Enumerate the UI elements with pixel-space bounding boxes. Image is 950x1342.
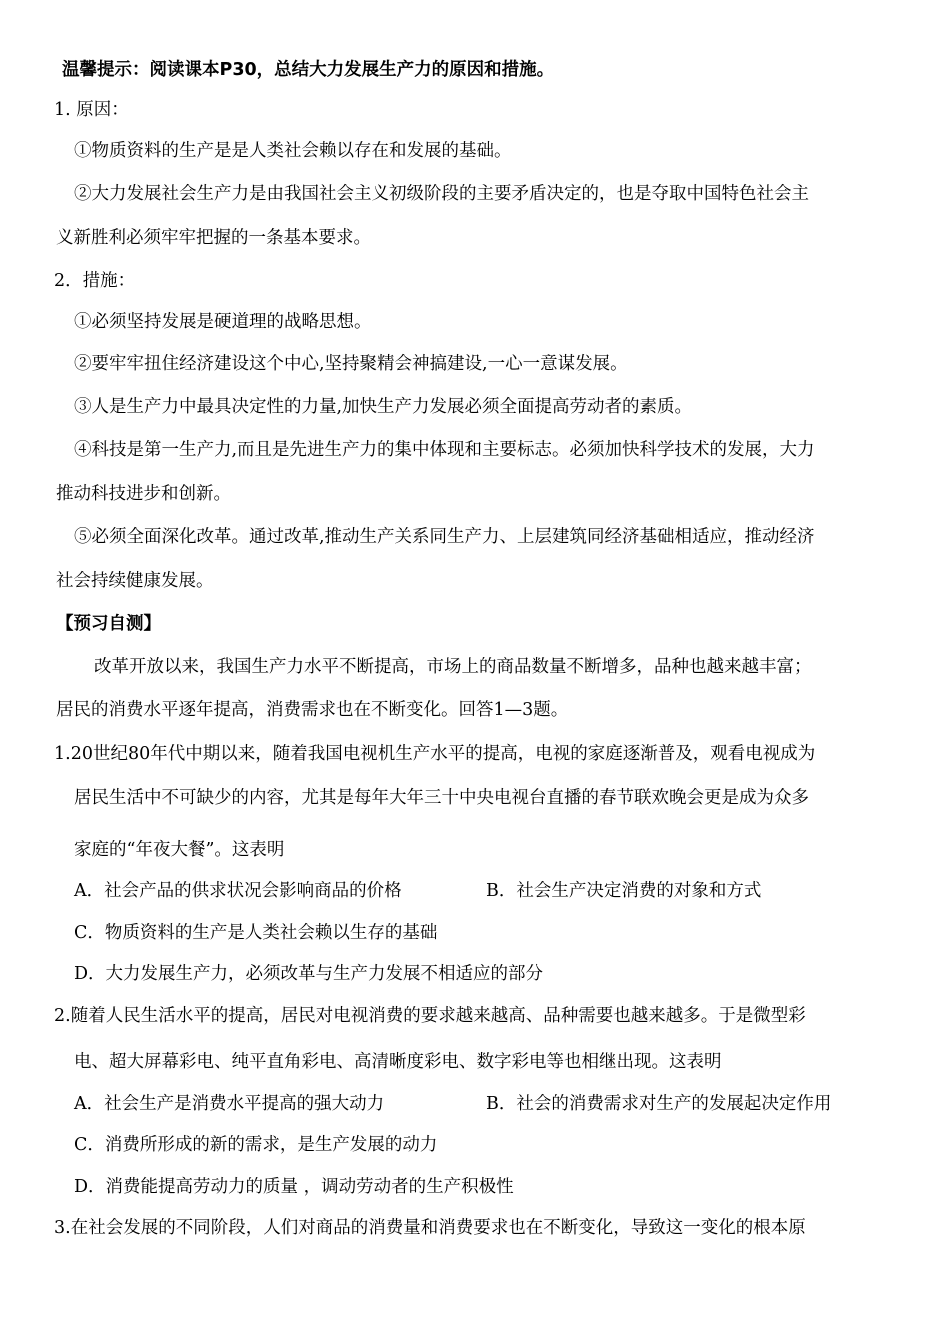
q2-option-b: B．社会的消费需求对生产的发展起决定作用 [486, 1094, 832, 1114]
q2-option-a: A．社会生产是消费水平提高的强大动力 [74, 1094, 385, 1114]
q1-option-d: D．大力发展生产力，必须改革与生产力发展不相适应的部分 [74, 964, 544, 984]
q2-option-d: D．消费能提高劳动力的质量 ，调动劳动者的生产积极性 [74, 1177, 514, 1197]
reason-item: ①物质资料的生产是是人类社会赖以存在和发展的基础。 [74, 141, 512, 161]
measure-item-continued: 推动科技进步和创新。 [56, 484, 231, 504]
measures-heading: 2．措施： [54, 271, 136, 291]
reason-item-continued: 义新胜利必须牢牢把握的一条基本要求。 [56, 228, 371, 248]
measure-item: ①必须坚持发展是硬道理的战略思想。 [74, 312, 372, 332]
intro-line: 居民的消费水平逐年提高，消费需求也在不断变化。回答1—3题。 [56, 700, 569, 720]
measure-item-continued: 社会持续健康发展。 [56, 571, 214, 591]
q2-stem-line: 电、超大屏幕彩电、纯平直角彩电、高清晰度彩电、数字彩电等也相继出现。这表明 [74, 1052, 722, 1072]
self-test-heading: 【预习自测】 [56, 614, 161, 634]
reason-item: ②大力发展社会生产力是由我国社会主义初级阶段的主要矛盾决定的，也是夺取中国特色社会主 [74, 184, 809, 204]
q3-stem: 3.在社会发展的不同阶段，人们对商品的消费量和消费要求也在不断变化，导致这一变化的根本原 [54, 1218, 806, 1238]
q1-option-b: B．社会生产决定消费的对象和方式 [486, 881, 762, 901]
measure-item: ③人是生产力中最具决定性的力量,加快生产力发展必须全面提高劳动者的素质。 [74, 397, 693, 417]
q1-stem-line: 居民生活中不可缺少的内容，尤其是每年大年三十中央电视台直播的春节联欢晚会更是成为众多 [74, 788, 809, 808]
intro-line: 改革开放以来，我国生产力水平不断提高，市场上的商品数量不断增多，品种也越来越丰富； [94, 657, 812, 677]
q1-option-a: A．社会产品的供求状况会影响商品的价格 [74, 881, 402, 901]
measure-item: ⑤必须全面深化改革。通过改革,推动生产关系同生产力、上层建筑同经济基础相适应，推动经济 [74, 527, 815, 547]
measure-item: ④科技是第一生产力,而且是先进生产力的集中体现和主要标志。必须加快科学技术的发展，大力 [74, 440, 815, 460]
reasons-heading: 1. 原因： [54, 100, 129, 120]
q2-option-c: C．消费所形成的新的需求，是生产发展的动力 [74, 1135, 438, 1155]
tip-line: 温馨提示：阅读课本P30，总结大力发展生产力的原因和措施。 [62, 60, 555, 80]
q1-stem-line: 家庭的“年夜大餐”。这表明 [74, 840, 285, 860]
q1-stem: 1.20世纪80年代中期以来，随着我国电视机生产水平的提高，电视的家庭逐渐普及，观看电视成为 [54, 744, 816, 764]
q1-option-c: C．物质资料的生产是人类社会赖以生存的基础 [74, 923, 438, 943]
measure-item: ②要牢牢扭住经济建设这个中心,坚持聚精会神搞建设,一心一意谋发展。 [74, 354, 628, 374]
q2-stem: 2.随着人民生活水平的提高，居民对电视消费的要求越来越高、品种需要也越来越多。于是微型彩 [54, 1006, 806, 1026]
